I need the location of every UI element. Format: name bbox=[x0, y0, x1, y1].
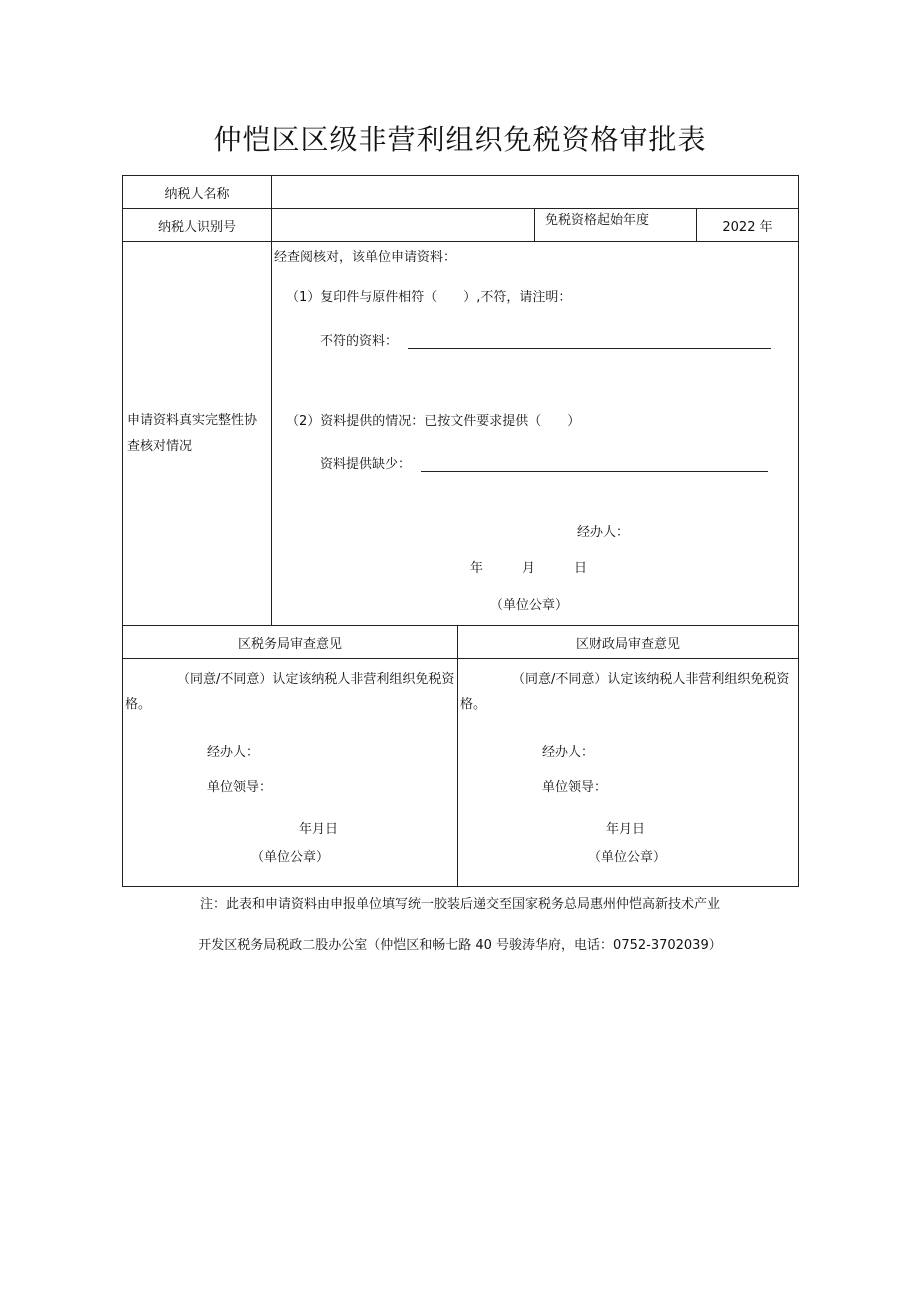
tax-bureau-handler: 经办人： bbox=[207, 745, 260, 760]
finance-bureau-handler: 经办人： bbox=[542, 745, 595, 760]
review-header-row bbox=[123, 626, 799, 659]
form-title: 仲恺区区级非营利组织免税资格审批表 bbox=[213, 123, 707, 156]
finance-bureau-date: 年月日 bbox=[606, 822, 646, 837]
tax-bureau-opinion: （同意/不同意）认定该纳税人非营利组织免税资格。 bbox=[125, 672, 455, 712]
taxpayer-id-row bbox=[123, 209, 799, 242]
tax-bureau-date: 年月日 bbox=[299, 822, 339, 837]
finance-bureau-seal: （单位公章） bbox=[588, 850, 667, 865]
taxpayer-name-row bbox=[123, 176, 799, 209]
start-year-label: 免税资格起始年度 bbox=[535, 209, 697, 242]
finance-bureau-leader: 单位领导： bbox=[542, 780, 608, 795]
item2-missing-label: 资料提供缺少： bbox=[320, 457, 412, 472]
taxpayer-id-field[interactable] bbox=[272, 209, 535, 242]
footnote-line-2: 开发区税务局税政二股办公室（仲恺区和畅七路 40 号骏涛华府，电话：0752-3702039） bbox=[198, 938, 722, 953]
verification-intro: 经查阅核对，该单位申请资料： bbox=[274, 250, 457, 265]
verification-label: 申请资料真实完整性协查核对情况 bbox=[127, 412, 258, 454]
verification-handler: 经办人： bbox=[577, 525, 630, 540]
item1-text: （1）复印件与原件相符（ ）,不符，请注明： bbox=[286, 290, 572, 305]
mismatch-blank-line[interactable] bbox=[408, 334, 771, 349]
start-year-value: 2022 年 bbox=[697, 209, 799, 242]
tax-bureau-header: 区税务局审查意见 bbox=[123, 626, 458, 659]
tax-bureau-seal: （单位公章） bbox=[251, 850, 330, 865]
verification-content bbox=[272, 242, 799, 626]
item2-missing bbox=[320, 453, 768, 472]
footnote-line-1: 注：此表和申请资料由申报单位填写统一胶装后递交至国家税务总局惠州仲恺高新技术产业 bbox=[199, 897, 720, 912]
verification-date: 年 月 日 bbox=[470, 561, 588, 576]
tax-bureau-opinion-cell bbox=[123, 659, 458, 887]
tax-bureau-leader: 单位领导： bbox=[207, 780, 273, 795]
review-content-row bbox=[123, 659, 799, 887]
item2-text: （2）资料提供的情况：已按文件要求提供（ ） bbox=[286, 414, 581, 429]
verification-row bbox=[123, 242, 799, 626]
approval-form-table bbox=[122, 175, 799, 887]
taxpayer-id-label: 纳税人识别号 bbox=[123, 209, 272, 242]
taxpayer-name-label: 纳税人名称 bbox=[123, 176, 272, 209]
item1-mismatch-label: 不符的资料： bbox=[320, 334, 399, 349]
missing-blank-line[interactable] bbox=[421, 457, 768, 472]
taxpayer-name-field[interactable] bbox=[272, 176, 799, 209]
finance-bureau-header: 区财政局审查意见 bbox=[458, 626, 799, 659]
finance-bureau-opinion-cell bbox=[458, 659, 799, 887]
item1-mismatch bbox=[320, 330, 771, 349]
finance-bureau-opinion: （同意/不同意）认定该纳税人非营利组织免税资格。 bbox=[460, 672, 790, 712]
verification-seal: （单位公章） bbox=[490, 598, 569, 613]
